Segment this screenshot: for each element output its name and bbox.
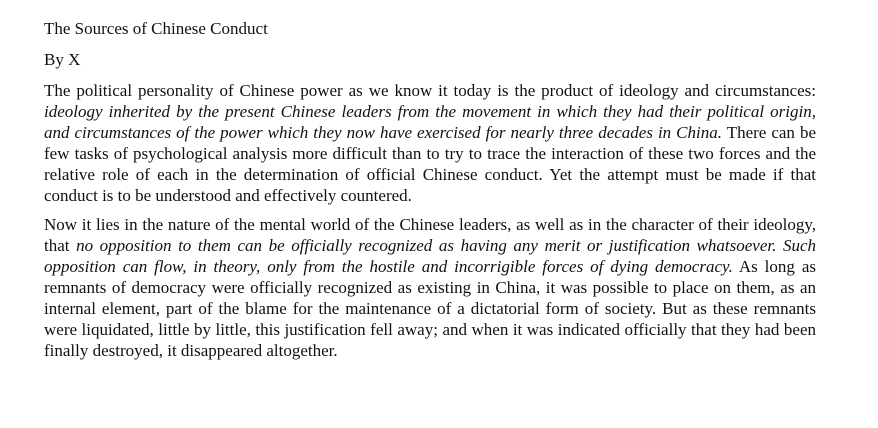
- document-title: The Sources of Chinese Conduct: [44, 19, 268, 38]
- paragraph-1-italic-text: ideology inherited by the present Chinese leaders from the movement in which they had their political origin, and circumstances of the power which they now have exercised for nearly three decades in China.: [44, 102, 816, 142]
- paragraph-2-italic-text: no opposition to them can be officially recognized as having any merit or justification whatsoever. Such opposition can flow, in theory, only from the hostile and incorrigible forces of dying democracy.: [44, 236, 816, 276]
- document-body: [44, 18, 816, 361]
- paragraph-1-text-end: There can be few tasks of psychological analysis more difficult than to try to trace the interaction of these two forces and the relative role of each in the determination of official Chinese conduct. Yet the attempt must be made if that conduct is to be understood and effectively countered.: [44, 123, 816, 205]
- paragraph-2-text-end: As long as remnants of democracy were officially recognized as existing in China, it was possible to place on them, as an internal element, part of the blame for the maintenance of a dictatorial form of society. But as these remnants were liquidated, little by little, this justification fell away; and when it was indicated officially that they had been finally destroyed, it disappeared altogether.: [44, 257, 816, 360]
- paragraph-2-text-start: Now it lies in the nature of the mental world of the Chinese leaders, as well as in the character of their ideology, that: [44, 215, 816, 255]
- paragraph-1-text-start: The political personality of Chinese power as we know it today is the product of ideology and circumstances:: [44, 81, 816, 100]
- paragraph-2: [44, 214, 816, 361]
- document-byline: By X: [44, 50, 81, 69]
- paragraph-1: [44, 80, 816, 206]
